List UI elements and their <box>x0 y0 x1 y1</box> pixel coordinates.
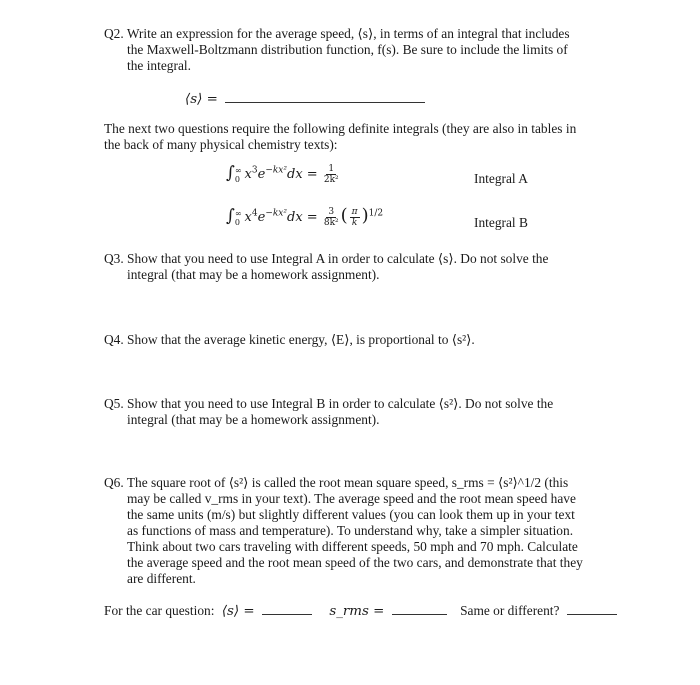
integral-b-pi: π <box>351 207 358 217</box>
q6-line-2: may be called v_rms in your text). The average speed and the root mean speed have <box>127 491 576 506</box>
car-rms-blank[interactable] <box>392 614 447 615</box>
integral-b-lower: 0 <box>234 217 240 227</box>
q2-line-3: the integral. <box>127 58 191 73</box>
integral-b-k: k <box>351 218 358 228</box>
q5-line-1: Q5. Show that you need to use Integral B in order to calculate ⟨s²⟩. Do not solve the <box>104 396 554 411</box>
q6-line-7: are different. <box>127 571 196 586</box>
integral-a-sign: ∫ <box>226 163 235 183</box>
integral-b-upper: ∞ <box>234 208 242 218</box>
integral-b-sign: ∫ <box>226 206 235 226</box>
integral-a-numerator: 1 <box>328 164 335 174</box>
q4-line-1: Q4. Show that the average kinetic energy, ⟨E⟩, is proportional to ⟨s²⟩. <box>104 332 475 347</box>
car-avg-blank[interactable] <box>262 614 312 615</box>
car-compare-label: Same or different? <box>460 603 560 618</box>
q3-line-2: integral (that may be a homework assignment). <box>127 267 380 282</box>
q6-line-5: Think about two cars traveling with different speeds, 50 mph and 70 mph. Calculate <box>127 539 578 554</box>
car-compare-blank[interactable] <box>567 614 617 615</box>
intro-line-1: The next two questions require the following definite integrals (they are also in tables in <box>104 121 577 136</box>
q6-line-3: the same units (m/s) but slightly different values (you can look them up in your text <box>127 507 575 522</box>
car-rms-label: s_rms = <box>329 604 385 619</box>
integral-a-equation: ∫ ∞ 0 $x^3e^{-kx^2}dx$ = $\frac{1}{\text{2k²}}$ <box>226 163 339 185</box>
integral-a-denominator: 2k² <box>323 175 339 185</box>
integral-a-label: Integral A <box>474 171 528 186</box>
integral-a-upper: ∞ <box>234 165 242 175</box>
q2-answer-blank[interactable] <box>225 102 425 103</box>
q5-line-2: integral (that may be a homework assignment). <box>127 412 380 427</box>
question-2 <box>104 26 624 74</box>
question-4 <box>104 332 624 348</box>
q6-line-1: Q6. The square root of ⟨s²⟩ is called the root mean square speed, s_rms = ⟨s²⟩^1/2 (this <box>104 475 569 490</box>
integral-b-power: 1/2 <box>368 208 384 219</box>
car-avg-label: ⟨s⟩ = <box>221 604 255 619</box>
q2-answer-prefix: ⟨s⟩ = <box>185 92 218 107</box>
intro-line-2: the back of many physical chemistry texts): <box>104 137 338 152</box>
question-5 <box>104 396 624 428</box>
car-question-label: For the car question: <box>104 603 215 618</box>
car-question-row <box>104 603 617 620</box>
question-6 <box>104 475 624 587</box>
q2-answer-row <box>185 91 425 108</box>
question-3 <box>104 251 624 283</box>
q2-line-2: the Maxwell-Boltzmann distribution function, f(s). Be sure to include the limits of <box>127 42 568 57</box>
integral-b-equation: ∫ ∞ 0 $x^4e^{-kx^2}dx$ = $\frac{3}{\text{8k²}}$ ( $\frac{\pi}{k}$ )$^{1/2}$ <box>226 205 384 228</box>
integral-b-label: Integral B <box>474 215 528 230</box>
integrals-intro <box>104 121 624 153</box>
q6-line-6: the average speed and the root mean speed of the two cars, and demonstrate that they <box>127 555 583 570</box>
q6-line-4: as functions of mass and temperature). To understand why, take a simpler situation. <box>127 523 574 538</box>
integral-a-lower: 0 <box>234 174 240 184</box>
integral-b-denominator: 8k² <box>323 218 339 228</box>
q2-line-1: Q2. Write an expression for the average speed, ⟨s⟩, in terms of an integral that includes <box>104 26 570 41</box>
integral-b-numerator: 3 <box>328 207 335 217</box>
q3-line-1: Q3. Show that you need to use Integral A in order to calculate ⟨s⟩. Do not solve the <box>104 251 549 266</box>
